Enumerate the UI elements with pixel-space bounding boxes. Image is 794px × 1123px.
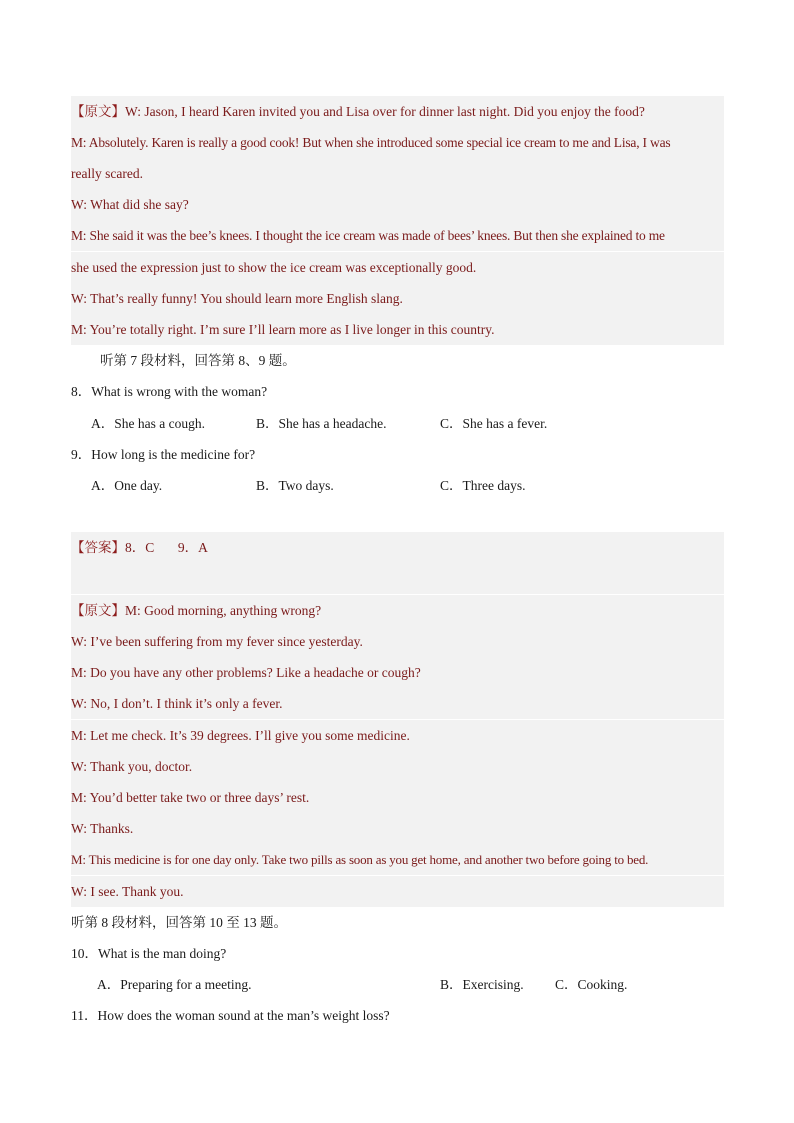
option-a: A．She has a cough. xyxy=(91,416,205,431)
transcript-line: 【原文】M: Good morning, anything wrong? xyxy=(71,595,724,626)
transcript-line: W: That’s really funny! You should learn more English slang. xyxy=(71,283,724,314)
question-11: 11．How does the woman sound at the man’s weight loss? xyxy=(71,1008,390,1023)
question-9-options xyxy=(71,470,724,501)
option-a: A．One day. xyxy=(91,478,163,493)
transcript-line: W: No, I don’t. I think it’s only a fever. xyxy=(71,688,724,719)
option-a: A．Preparing for a meeting. xyxy=(97,977,252,992)
option-c: C．Three days. xyxy=(440,478,526,493)
part7-instruction: 听第 7 段材料，回答第 8、9 题。 xyxy=(100,353,296,368)
question-8-options xyxy=(71,408,724,439)
transcript-label: 【原文】 xyxy=(71,104,125,119)
transcript-label: 【原文】 xyxy=(71,603,125,618)
option-c: C．Cooking. xyxy=(555,977,628,992)
transcript-line: W: Thanks. xyxy=(71,813,724,844)
part8-instruction: 听第 8 段材料，回答第 10 至 13 题。 xyxy=(71,915,287,930)
answer-text: 8．C 9．A xyxy=(125,540,208,555)
option-b: B．She has a headache. xyxy=(256,416,387,431)
transcript-line: M: Do you have any other problems? Like a headache or cough? xyxy=(71,657,724,688)
transcript-line: W: I’ve been suffering from my fever since yesterday. xyxy=(71,626,724,657)
transcript-line: really scared. xyxy=(71,158,724,189)
question-10: 10．What is the man doing? xyxy=(71,946,227,961)
question-9: 9．How long is the medicine for? xyxy=(71,447,256,462)
transcript-line: W: I see. Thank you. xyxy=(71,876,724,907)
answer-block xyxy=(71,532,724,594)
transcript-line: M: You’d better take two or three days’ rest. xyxy=(71,782,724,813)
question-8: 8．What is wrong with the woman? xyxy=(71,384,268,399)
transcript-line: 【原文】W: Jason, I heard Karen invited you and Lisa over for dinner last night. Did you enjoy the food? xyxy=(71,96,724,127)
question-10-options xyxy=(71,969,724,1000)
transcript-line: M: Let me check. It’s 39 degrees. I’ll give you some medicine. xyxy=(71,720,724,751)
option-c: C．She has a fever. xyxy=(440,416,548,431)
transcript-line: M: She said it was the bee’s knees. I thought the ice cream was made of bees’ knees. But then she explained to me xyxy=(71,220,724,251)
answer-label: 【答案】 xyxy=(71,540,125,555)
option-b: B．Exercising. xyxy=(440,977,524,992)
transcript-line: M: You’re totally right. I’m sure I’ll learn more as I live longer in this country. xyxy=(71,314,724,345)
transcript-line: M: This medicine is for one day only. Take two pills as soon as you get home, and another two before going to bed. xyxy=(71,844,724,875)
option-b: B．Two days. xyxy=(256,478,334,493)
transcript-line: she used the expression just to show the ice cream was exceptionally good. xyxy=(71,252,724,283)
transcript-line: W: Thank you, doctor. xyxy=(71,751,724,782)
transcript-line: W: What did she say? xyxy=(71,189,724,220)
transcript-line: M: Absolutely. Karen is really a good cook! But when she introduced some special ice cream to me and Lisa, I was xyxy=(71,127,724,158)
